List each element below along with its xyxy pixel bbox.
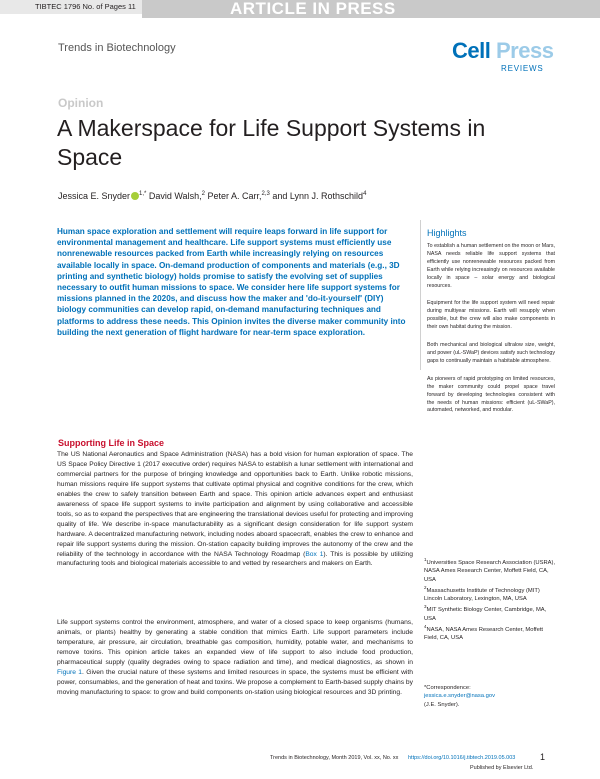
- affiliations: [424, 556, 556, 642]
- abstract: Human space exploration and settlement will require leaps forward in life support for environmental management and healthcare. Life support systems must efficiently use nonrenewable resources packed from Earth while increasingly relying on resources available locally in space. On-demand production of components and materials (e.g., 3D printing and synthetic biology) holds promise to satisfy the evolving set of supplies necessary to outfit human missions to space. We consider here life support systems for missions planned in the 2020s, and discuss how the maker and 'do-it-yourself' (DIY) biology communities can develop rapid, on-demand manufacturing techniques and platforms to address these needs. This Opinion invites the diverse maker community into building the next generation of flight hardware for near-term space exploration.: [57, 227, 406, 337]
- correspondence: [424, 684, 556, 709]
- author-name[interactable]: Jessica E. Snyder: [58, 191, 131, 201]
- article-title: A Makerspace for Life Support Systems in Space: [57, 115, 486, 170]
- affiliation-item: [424, 556, 556, 584]
- page-footer: [0, 752, 600, 772]
- body-text: ). This is possible by utilizing manufacturing tools and biological materials accessible to and vetted by researchers and makers on Earth.: [57, 550, 413, 568]
- manuscript-ref: TIBTEC 1796 No. of Pages 11: [35, 2, 136, 11]
- affiliation-item: [424, 603, 556, 623]
- article-in-press-banner: ARTICLE IN PRESS: [230, 0, 396, 18]
- affiliation-text: MIT Synthetic Biology Center, Cambridge, MA, USA: [424, 607, 547, 622]
- doi-link[interactable]: https://doi.org/10.1016/j.tibtech.2019.05.003: [408, 755, 516, 761]
- body-paragraph-2: [57, 618, 413, 698]
- author-affil-sup: 2,3: [261, 191, 270, 197]
- body-text: . Given the crucial nature of these systems and limited resources in space, the systems must be efficient with power, consumables, and the generation of heat and toxins. We propose a complement to Earth-based supply chains by moving manufacturing to space: to grow and build components on-station using biological resources and 3D printing.: [57, 668, 413, 696]
- section-heading: Supporting Life in Space: [58, 438, 165, 448]
- article-type: Opinion: [58, 96, 104, 110]
- author-affil-sup: 2: [201, 191, 205, 197]
- publisher-line: Published by Elsevier Ltd.: [470, 765, 534, 771]
- author-name[interactable]: Peter A. Carr,: [207, 191, 262, 201]
- affiliation-sup: 2: [424, 584, 427, 590]
- affiliation-text: Universities Space Research Association (USRA), NASA Ames Research Center, Moffett Field, CA, USA: [424, 559, 556, 583]
- affiliation-sup: 4: [424, 623, 427, 629]
- affiliation-text: Massachusetts Institute of Technology (MIT) Lincoln Laboratory, Lexington, MA, USA: [424, 587, 540, 603]
- box-1-link[interactable]: Box 1: [305, 550, 324, 558]
- affiliation-sup: 1: [424, 557, 427, 562]
- correspondence-name: (J.E. Snyder).: [424, 701, 460, 708]
- author-affil-sup: 4: [363, 191, 367, 197]
- author-list: [58, 191, 366, 201]
- orcid-icon[interactable]: [131, 192, 139, 200]
- affiliation-item: [424, 623, 556, 643]
- correspondence-email-link[interactable]: jessica.e.snyder@nasa.gov: [424, 693, 495, 700]
- highlights-box: [420, 220, 555, 414]
- highlights-title: Highlights: [427, 228, 467, 238]
- footer-citation: Trends in Biotechnology, Month 2019, Vol. xx, No. xx: [270, 755, 399, 761]
- logo-press: Press: [496, 38, 554, 63]
- body-text: Life support systems control the environment, atmosphere, and water of a closed space to keep organisms (humans, animals, or plants) healthy by generating a stable condition that mimics Earth. Life support parameters include temperature, air pressure, air circulation, breathable gas composition, humidity, potable water, and mechanisms to remove toxins. This opinion article takes an expanded view of life support to also include food production, pharmaceutical supply (quality degrades owing to space radiation and time), and medical diagnostics, as shown in: [57, 619, 413, 666]
- cell-press-logo: [452, 38, 554, 73]
- body-text: The US National Aeronautics and Space Administration (NASA) has a bold vision for human exploration of space. The US Space Policy Directive 1 (2017 executive order) requires NASA to establish a lunar settlement with international and commercial partners for the purpose of bringing knowledge and opportunities back to Earth. Unlike robotic missions, human missions require life support systems that cultivate optimal physical and cognitive conditions for the crew, which enables the crew to safely transition between Earth and space. This opinion article advances expert and enthusiast awareness of space life support systems to invite participation and alignment by using collaborative and accessible tools, so as to expand the perspectives that are engineering the translational devices useful for protecting and improving quality of life. We describe in-space manufacturability as a significant design consideration for life support system hardware. A decentralized manufacturing network, including nodes aboard spacecraft, enables the crew to enhance and repair life support systems during the mission. On-station capacity building improves the autonomy of the crew and the reliability of the technology in accordance with the NASA Technology Roadmap (: [57, 451, 413, 558]
- correspondence-label: *Correspondence:: [424, 685, 471, 691]
- author-name[interactable]: David Walsh,: [148, 191, 202, 201]
- page-number: 1: [540, 752, 546, 762]
- figure-1-link[interactable]: Figure 1: [57, 668, 83, 676]
- affiliation-sup: 3: [424, 604, 427, 610]
- author-name[interactable]: and Lynn J. Rothschild: [272, 191, 364, 201]
- body-paragraph-1: [57, 450, 413, 569]
- highlight-item: Both mechanical and biological ultralow size, weight, and power (uL-SWaP) devices satisfy such technology gaps to continually maintain a habitable atmosphere.: [427, 342, 555, 364]
- logo-reviews: REVIEWS: [501, 64, 544, 73]
- highlight-item: Equipment for the life support system will need repair during multiyear missions. Earth will resupply when possible, but the crew will also make components in their own habitat during the mission.: [427, 300, 555, 331]
- journal-name: Trends in Biotechnology: [58, 42, 176, 54]
- affiliation-text: NASA, NASA Ames Research Center, Moffett Field, CA, USA: [424, 626, 544, 642]
- logo-cell: Cell: [452, 38, 491, 63]
- author-affil-sup: 1,*: [139, 191, 147, 197]
- highlight-item: As pioneers of rapid prototyping on limited resources, the maker community could propel space travel forward by developing technologies consistent with the needs of human missions: efficient (uL-SWaP), automated, networked, and modular.: [427, 375, 555, 414]
- top-banner: [0, 0, 600, 18]
- highlight-item: To establish a human settlement on the moon or Mars, NASA needs reliable life support systems that efficiently use nonrenewable resources packed from Earth while relying increasingly on resources available locally in space – solar energy and biological resources.: [427, 243, 555, 289]
- affiliation-item: [424, 584, 556, 604]
